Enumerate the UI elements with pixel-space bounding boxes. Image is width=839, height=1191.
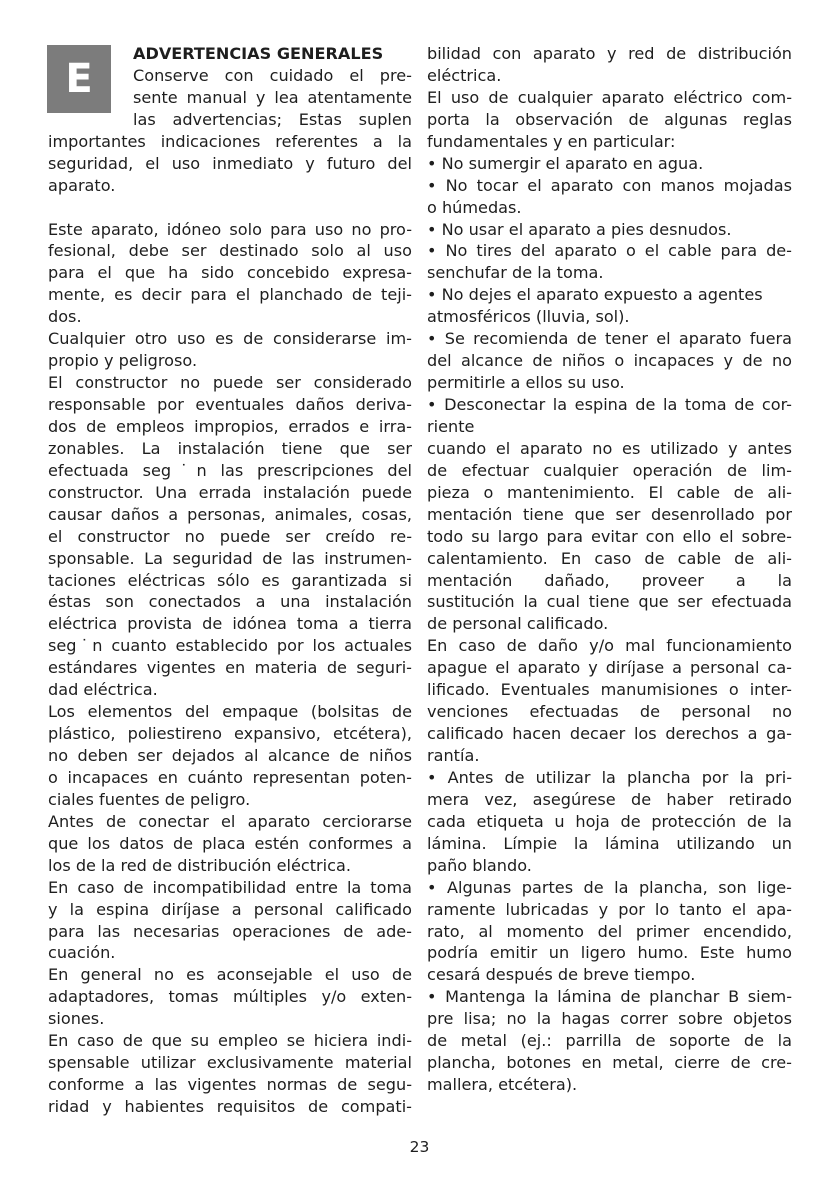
text-line: y la espina diríjase a personal calificado: [48, 899, 412, 919]
text-line: de metal (ej.: parrilla de soporte de la: [427, 1031, 792, 1051]
text-line: mera vez, asegúrese de haber retirado: [427, 789, 792, 809]
page-number: 23: [409, 1138, 430, 1156]
text-line: lificado. Eventuales manumisiones o inter-: [427, 680, 792, 700]
text-line: cuando el aparato no es utilizado y antes: [427, 438, 792, 458]
text-line: plástico, poliestireno expansivo, etcétera),: [48, 724, 412, 744]
text-line: ridad y habientes requisitos de compati-: [48, 1097, 412, 1116]
text-line: • Algunas partes de la plancha, son lige-: [427, 877, 792, 897]
text-line: conforme a las vigentes normas de segu-: [48, 1075, 412, 1095]
text-line: paño blando.: [427, 855, 532, 875]
text-line: sustitución la cual tiene que ser efectuada: [427, 592, 792, 612]
text-line: • No dejes el aparato expuesto a agentes: [427, 285, 763, 305]
text-line: todo su largo para evitar con ello el sobre-: [427, 526, 792, 546]
text-line: • Se recomienda de tener el aparato fuera: [427, 329, 792, 349]
text-line: seguridad, el uso inmediato y futuro del: [48, 153, 412, 173]
text-line: éstas son conectados a una instalación: [48, 592, 412, 612]
text-line: calentamiento. En caso de cable de ali-: [427, 548, 792, 568]
text-line: importantes indicaciones referentes a la: [48, 131, 412, 151]
text-line: del alcance de niños o incapaces y de no: [427, 351, 792, 371]
section-heading: ADVERTENCIAS GENERALES: [133, 44, 384, 63]
text-line: cuación.: [48, 943, 116, 963]
text-line: rantía.: [427, 746, 480, 765]
text-line: lámina. Límpie la lámina utilizando un: [427, 833, 792, 853]
text-line: propio y peligroso.: [48, 351, 198, 371]
text-line: En general no es aconsejable el uso de: [48, 965, 412, 985]
text-line: o incapaces en cuánto representan poten-: [48, 767, 412, 787]
language-badge: E: [47, 45, 111, 113]
text-line: • No sumergir el aparato en agua.: [427, 153, 704, 173]
text-line: [48, 197, 412, 219]
text-line: fundamentales y en particular:: [427, 131, 676, 151]
text-line: Este aparato, idóneo solo para uso no pro-: [48, 219, 412, 239]
text-line: eléctrica provista de idónea toma a tierra: [48, 614, 412, 634]
text-line: cesará después de breve tiempo.: [427, 965, 696, 985]
text-line: mallera, etcétera).: [427, 1075, 578, 1095]
text-line: que los datos de placa estén conformes a: [48, 833, 412, 853]
text-line: En caso de daño y/o mal funcionamiento: [427, 636, 792, 656]
text-line: o húmedas.: [427, 197, 522, 217]
text-line: El constructor no puede ser considerado: [48, 373, 412, 393]
text-line: senchufar de la toma.: [427, 263, 604, 283]
text-line: para el que ha sido concebido expresa-: [48, 263, 412, 283]
text-line: Antes de conectar el aparato cerciorarse: [48, 811, 412, 831]
text-line: • No tires del aparato o el cable para de-: [427, 241, 792, 261]
text-line: zonables. La instalación tiene que ser: [48, 438, 412, 458]
text-line: para las necesarias operaciones de ade-: [48, 921, 412, 941]
text-line: estándares vigentes en materia de seguri-: [48, 658, 412, 678]
text-line: causar daños a personas, animales, cosas,: [48, 504, 412, 524]
text-line: cada etiqueta u hoja de protección de la: [427, 811, 792, 831]
text-line: pieza o mantenimiento. El cable de ali-: [427, 482, 792, 502]
text-line: los de la red de distribución eléctrica.: [48, 855, 351, 875]
text-line: no deben ser dejados al alcance de niños: [48, 746, 412, 765]
text-line: permitirle a ellos su uso.: [427, 373, 625, 393]
text-line: podría emitir un ligero humo. Este humo: [427, 943, 792, 963]
text-line: sponsable. La seguridad de las instrumen-: [48, 548, 412, 568]
text-line: • Mantenga la lámina de planchar B siem-: [427, 987, 792, 1007]
text-line: spensable utilizar exclusivamente material: [48, 1053, 412, 1073]
text-line: dad eléctrica.: [48, 680, 158, 700]
text-line: • Desconectar la espina de la toma de cor-: [427, 395, 792, 414]
text-line: siones.: [48, 1009, 105, 1029]
text-line: En caso de incompatibilidad entre la toma: [48, 877, 412, 897]
text-line: bilidad con aparato y red de distribución: [427, 44, 792, 63]
text-line: taciones eléctricas sólo es garantizada si: [48, 570, 412, 590]
text-line: aparato.: [48, 175, 116, 195]
text-line: pre lisa; no la hagas correr sobre objetos: [427, 1009, 792, 1029]
text-line: En caso de que su empleo se hiciera indi-: [48, 1031, 412, 1051]
text-line: porta la observación de algunas reglas: [427, 109, 792, 129]
text-line: las advertencias; Estas suplen: [133, 109, 412, 129]
text-line: calificado hacen decaer los derechos a ga-: [427, 724, 792, 744]
text-line: Los elementos del empaque (bolsitas de: [48, 702, 412, 722]
left-column: [48, 43, 412, 1118]
text-line: fesional, debe ser destinado solo al uso: [48, 241, 412, 261]
text-line: de personal calificado.: [427, 614, 609, 634]
text-line: rato, al momento del primer encendido,: [427, 921, 792, 941]
text-line: dos de empleos impropios, errados e irra-: [48, 416, 412, 436]
right-column: [427, 43, 792, 1096]
text-line: el constructor no puede ser creído re-: [48, 526, 412, 546]
text-line: Conserve con cuidado el pre-: [133, 65, 412, 85]
text-line: El uso de cualquier aparato eléctrico com-: [427, 87, 792, 107]
text-line: venciones efectuadas de personal no: [427, 702, 792, 722]
text-line: • No usar el aparato a pies desnudos.: [427, 219, 732, 239]
text-line: eléctrica.: [427, 65, 502, 85]
text-line: efectuada seg˙n las prescripciones del: [48, 460, 412, 480]
text-line: Cualquier otro uso es de considerarse im-: [48, 329, 412, 349]
text-line: • No tocar el aparato con manos mojadas: [427, 175, 792, 195]
text-line: responsable por eventuales daños deriva-: [48, 395, 412, 414]
text-line: atmosféricos (lluvia, sol).: [427, 307, 630, 327]
text-line: mente, es decir para el planchado de teji-: [48, 285, 412, 305]
text-line: de efectuar cualquier operación de lim-: [427, 460, 792, 480]
text-line: mentación dañado, proveer a la: [427, 570, 792, 590]
text-line: constructor. Una errada instalación puede: [48, 482, 412, 502]
text-line: plancha, botones en metal, cierre de cre-: [427, 1053, 792, 1073]
text-line: dos.: [48, 307, 82, 327]
text-line: apague el aparato y diríjase a personal ca-: [427, 658, 792, 678]
text-line: ramente lubricadas y por lo tanto el apa-: [427, 899, 792, 919]
text-line: adaptadores, tomas múltiples y/o exten-: [48, 987, 412, 1007]
text-line: ciales fuentes de peligro.: [48, 789, 251, 809]
text-line: riente: [427, 416, 475, 436]
text-line: sente manual y lea atentamente: [133, 87, 412, 107]
text-line: seg˙n cuanto establecido por los actuales: [48, 636, 412, 656]
text-line: • Antes de utilizar la plancha por la pri-: [427, 767, 792, 787]
text-line: mentación tiene que ser desenrollado por: [427, 504, 792, 524]
